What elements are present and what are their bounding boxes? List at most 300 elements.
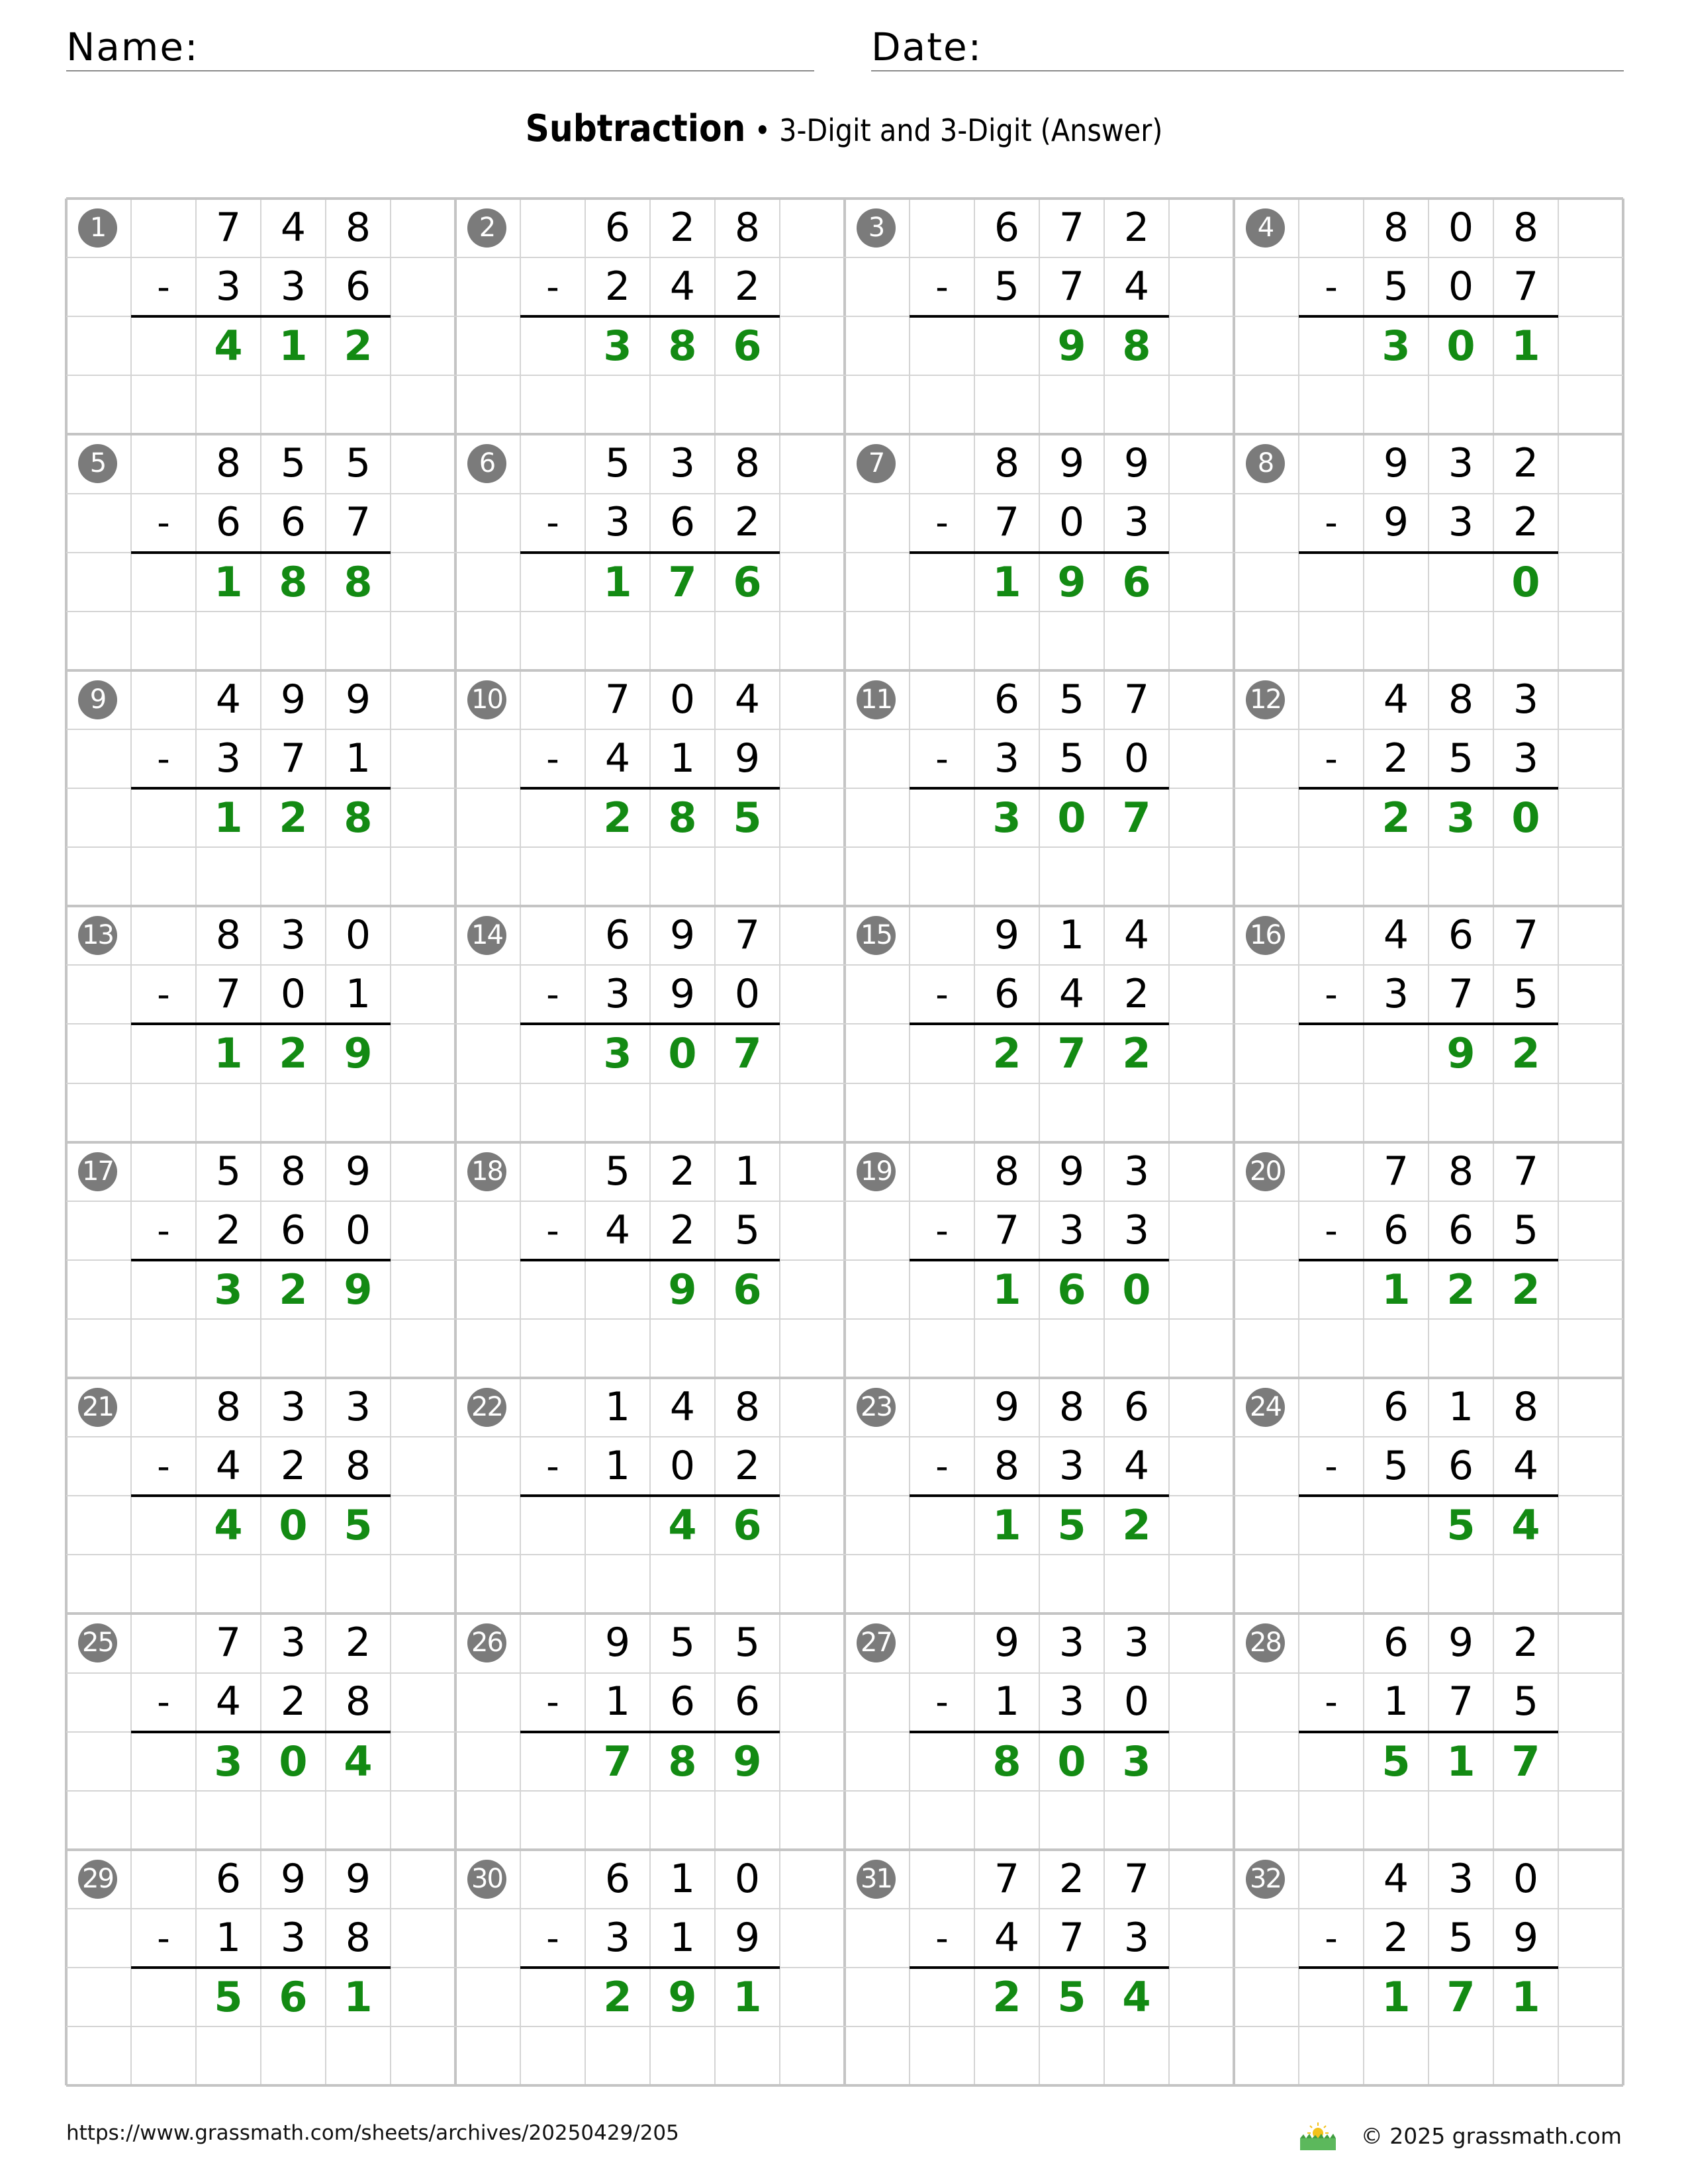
top-digit: 3 [280, 912, 306, 959]
answer-rule [910, 1494, 1169, 1497]
problem [455, 670, 845, 906]
bottom-digit: 0 [734, 971, 761, 1018]
problem [66, 1614, 455, 1849]
answer-rule [520, 315, 780, 318]
answer-rule [1299, 1259, 1558, 1261]
answer-digit: 2 [344, 322, 373, 371]
problem [1234, 434, 1623, 670]
bottom-digit: 3 [994, 735, 1020, 782]
minus-sign: - [935, 266, 949, 308]
answer-digit: 1 [344, 1972, 373, 2021]
bottom-digit: 5 [1448, 1914, 1474, 1961]
problem [845, 670, 1234, 906]
minus-sign: - [935, 1681, 949, 1723]
problem [845, 434, 1234, 670]
answer-digit: 7 [668, 557, 697, 606]
minus-sign: - [935, 1917, 949, 1959]
top-digit: 9 [994, 1384, 1020, 1430]
top-digit: 8 [734, 440, 761, 487]
bottom-digit: 7 [1513, 263, 1539, 310]
top-digit: 8 [1513, 1384, 1539, 1430]
bottom-digit: 4 [1123, 1443, 1150, 1490]
top-digit: 9 [604, 1619, 631, 1666]
answer-digit: 6 [733, 557, 762, 606]
top-digit: 1 [604, 1384, 631, 1430]
bottom-digit: 1 [1383, 1678, 1409, 1725]
answer-digit [1364, 1496, 1429, 1555]
minus-sign: - [157, 1917, 170, 1959]
top-digit: 5 [1058, 676, 1085, 723]
answer-digit: 1 [992, 1265, 1021, 1314]
problem-number-badge: 29 [78, 1860, 117, 1899]
bottom-digit: 0 [1448, 263, 1474, 310]
bottom-digit: 0 [345, 1206, 371, 1253]
bottom-digit: 3 [1383, 971, 1409, 1018]
top-digit: 8 [734, 205, 761, 251]
top-digit: 8 [994, 1148, 1020, 1195]
answer-digit: 8 [344, 557, 373, 606]
bottom-digit: 3 [604, 499, 631, 546]
problem-number-badge: 6 [467, 444, 506, 483]
answer-digit: 7 [1511, 1737, 1540, 1786]
answer-digit: 2 [279, 1029, 308, 1078]
answer-digit: 6 [1122, 557, 1151, 606]
bottom-digit: 6 [669, 499, 696, 546]
answer-digit: 1 [733, 1972, 762, 2021]
answer-digit: 6 [1057, 1265, 1086, 1314]
problem [1234, 199, 1623, 434]
top-digit: 4 [734, 676, 761, 723]
answer-digit: 1 [1382, 1265, 1411, 1314]
bottom-digit: 3 [215, 263, 242, 310]
footer-copyright [1297, 2120, 1622, 2152]
answer-digit: 9 [668, 1972, 697, 2021]
bottom-digit: 2 [604, 263, 631, 310]
title-subtitle: • 3-Digit and 3-Digit (Answer) [745, 113, 1163, 148]
date-field[interactable] [871, 24, 1624, 71]
answer-digit: 3 [603, 1029, 632, 1078]
bottom-digit: 2 [280, 1678, 306, 1725]
bottom-digit: 2 [1513, 499, 1539, 546]
bottom-digit: 1 [604, 1678, 631, 1725]
bottom-digit: 3 [215, 735, 242, 782]
bottom-digit: 7 [1448, 1678, 1474, 1725]
answer-digit: 0 [668, 1029, 697, 1078]
top-digit: 3 [345, 1384, 371, 1430]
bottom-digit: 7 [1058, 1914, 1085, 1961]
top-digit: 8 [1513, 205, 1539, 251]
bottom-digit: 2 [280, 1443, 306, 1490]
bottom-digit: 7 [280, 735, 306, 782]
bottom-digit: 5 [1383, 1443, 1409, 1490]
top-digit: 1 [734, 1148, 761, 1195]
bottom-digit: 9 [1383, 499, 1409, 546]
minus-sign: - [1325, 1917, 1338, 1959]
answer-rule [1299, 315, 1558, 318]
bottom-digit: 7 [994, 1206, 1020, 1253]
answer-digit: 1 [214, 1029, 243, 1078]
top-digit: 8 [280, 1148, 306, 1195]
minus-sign: - [1325, 1681, 1338, 1723]
bottom-digit: 2 [734, 263, 761, 310]
answer-digit [1429, 553, 1493, 612]
answer-digit: 2 [992, 1972, 1021, 2021]
problem [845, 906, 1234, 1142]
problem-number-badge: 4 [1246, 208, 1285, 248]
answer-rule [520, 1023, 780, 1025]
problem-number-badge: 30 [467, 1860, 506, 1899]
minus-sign: - [546, 974, 559, 1016]
answer-rule [131, 1023, 391, 1025]
top-digit: 0 [669, 676, 696, 723]
answer-rule [131, 315, 391, 318]
answer-digit: 0 [1511, 557, 1540, 606]
top-digit: 3 [1058, 1619, 1085, 1666]
answer-digit: 2 [1122, 1029, 1151, 1078]
problem [845, 1614, 1234, 1849]
bottom-digit: 5 [734, 1206, 761, 1253]
answer-digit: 8 [279, 557, 308, 606]
answer-digit: 2 [603, 793, 632, 842]
answer-digit: 5 [1382, 1737, 1411, 1786]
copyright-text: © 2025 grassmath.com [1360, 2122, 1622, 2149]
problem [1234, 1614, 1623, 1849]
name-label: Name: [66, 24, 199, 69]
problem [66, 906, 455, 1142]
minus-sign: - [157, 1209, 170, 1251]
minus-sign: - [1325, 737, 1338, 780]
answer-digit [974, 316, 1039, 375]
answer-digit: 5 [1446, 1501, 1476, 1550]
top-digit: 4 [280, 205, 306, 251]
bottom-digit: 3 [1058, 1206, 1085, 1253]
bottom-digit: 8 [994, 1443, 1020, 1490]
problem-number-badge: 31 [857, 1860, 896, 1899]
minus-sign: - [546, 737, 559, 780]
top-digit: 6 [1448, 912, 1474, 959]
minus-sign: - [935, 1445, 949, 1488]
top-digit: 3 [669, 440, 696, 487]
answer-digit: 5 [344, 1501, 373, 1550]
top-digit: 7 [1383, 1148, 1409, 1195]
problem [1234, 1142, 1623, 1378]
top-digit: 5 [345, 440, 371, 487]
bottom-digit: 3 [1448, 499, 1474, 546]
top-digit: 4 [215, 676, 242, 723]
bottom-digit: 9 [669, 971, 696, 1018]
bottom-digit: 0 [280, 971, 306, 1018]
problem [1234, 1850, 1623, 2085]
top-digit: 9 [994, 912, 1020, 959]
problem-number-badge: 2 [467, 208, 506, 248]
top-digit: 8 [215, 912, 242, 959]
top-digit: 5 [669, 1619, 696, 1666]
problem [66, 670, 455, 906]
answer-digit: 0 [279, 1737, 308, 1786]
top-digit: 5 [604, 440, 631, 487]
answer-digit [585, 1496, 650, 1555]
bottom-digit: 3 [1123, 499, 1150, 546]
bottom-digit: 8 [345, 1914, 371, 1961]
answer-rule [131, 787, 391, 790]
answer-digit: 0 [1057, 1737, 1086, 1786]
grass-sun-icon [1297, 2120, 1338, 2152]
top-digit: 6 [994, 676, 1020, 723]
top-digit: 5 [215, 1148, 242, 1195]
top-digit: 6 [1383, 1384, 1409, 1430]
answer-rule [131, 1494, 391, 1497]
bottom-digit: 4 [604, 1206, 631, 1253]
top-digit: 9 [345, 1855, 371, 1902]
top-digit: 1 [1058, 912, 1085, 959]
top-digit: 2 [1513, 1619, 1539, 1666]
date-label: Date: [871, 24, 983, 69]
answer-rule [520, 551, 780, 554]
bottom-digit: 5 [1383, 263, 1409, 310]
minus-sign: - [157, 737, 170, 780]
answer-digit: 1 [1511, 1972, 1540, 2021]
top-digit: 9 [280, 1855, 306, 1902]
answer-digit: 1 [1382, 1972, 1411, 2021]
minus-sign: - [157, 502, 170, 544]
minus-sign: - [546, 1209, 559, 1251]
problem-number-badge: 20 [1246, 1152, 1285, 1191]
top-digit: 8 [1448, 1148, 1474, 1195]
top-digit: 5 [280, 440, 306, 487]
bottom-digit: 1 [994, 1678, 1020, 1725]
problem-number-badge: 8 [1246, 444, 1285, 483]
top-digit: 3 [280, 1384, 306, 1430]
top-digit: 9 [1058, 1148, 1085, 1195]
bottom-digit: 6 [280, 499, 306, 546]
bottom-digit: 7 [1058, 263, 1085, 310]
bottom-digit: 6 [1448, 1443, 1474, 1490]
problem [455, 906, 845, 1142]
top-digit: 5 [604, 1148, 631, 1195]
bottom-digit: 4 [215, 1678, 242, 1725]
answer-digit: 5 [214, 1972, 243, 2021]
answer-digit: 9 [668, 1265, 697, 1314]
problem [845, 1378, 1234, 1614]
answer-rule [910, 1966, 1169, 1969]
answer-digit: 9 [344, 1029, 373, 1078]
minus-sign: - [157, 974, 170, 1016]
problem [1234, 906, 1623, 1142]
problem [66, 1850, 455, 2085]
top-digit: 8 [215, 1384, 242, 1430]
top-digit: 4 [1383, 912, 1409, 959]
bottom-digit: 0 [1123, 735, 1150, 782]
answer-digit: 3 [1382, 322, 1411, 371]
answer-digit: 2 [279, 793, 308, 842]
bottom-digit: 2 [734, 1443, 761, 1490]
bottom-digit: 3 [604, 971, 631, 1018]
minus-sign: - [546, 1445, 559, 1488]
title-main: Subtraction [525, 107, 746, 150]
answer-digit: 5 [1057, 1501, 1086, 1550]
bottom-digit: 3 [280, 263, 306, 310]
minus-sign: - [1325, 266, 1338, 308]
minus-sign: - [1325, 1209, 1338, 1251]
answer-digit: 6 [733, 1501, 762, 1550]
answer-digit: 7 [1446, 1972, 1476, 2021]
top-digit: 9 [1058, 440, 1085, 487]
answer-digit: 4 [214, 1501, 243, 1550]
top-digit: 3 [1448, 440, 1474, 487]
answer-digit: 1 [1511, 322, 1540, 371]
top-digit: 2 [1513, 440, 1539, 487]
answer-digit: 5 [1057, 1972, 1086, 2021]
bottom-digit: 6 [345, 263, 371, 310]
answer-digit: 0 [1511, 793, 1540, 842]
answer-digit: 3 [603, 322, 632, 371]
top-digit: 3 [1123, 1619, 1150, 1666]
answer-digit: 6 [279, 1972, 308, 2021]
answer-digit: 4 [1122, 1972, 1151, 2021]
bottom-digit: 3 [1123, 1206, 1150, 1253]
bottom-digit: 0 [1123, 1678, 1150, 1725]
answer-digit: 8 [668, 322, 697, 371]
answer-rule [131, 1259, 391, 1261]
bottom-digit: 6 [994, 971, 1020, 1018]
answer-digit: 2 [1511, 1265, 1540, 1314]
top-digit: 7 [1513, 912, 1539, 959]
top-digit: 6 [1123, 1384, 1150, 1430]
answer-rule [131, 551, 391, 554]
answer-digit: 4 [668, 1501, 697, 1550]
answer-digit: 0 [1057, 793, 1086, 842]
bottom-digit: 6 [734, 1678, 761, 1725]
answer-digit [1364, 1024, 1429, 1083]
answer-digit [585, 1260, 650, 1319]
minus-sign: - [546, 1917, 559, 1959]
answer-rule [520, 1731, 780, 1733]
problem-number-badge: 3 [857, 208, 896, 248]
problem-number-badge: 24 [1246, 1388, 1285, 1427]
name-field[interactable] [66, 24, 814, 71]
top-digit: 4 [1383, 1855, 1409, 1902]
answer-rule [1299, 1494, 1558, 1497]
minus-sign: - [1325, 974, 1338, 1016]
problem-number-badge: 17 [78, 1152, 117, 1191]
bottom-digit: 1 [669, 735, 696, 782]
top-digit: 2 [669, 1148, 696, 1195]
bottom-digit: 3 [1058, 1443, 1085, 1490]
top-digit: 7 [1123, 1855, 1150, 1902]
answer-digit: 0 [1446, 322, 1476, 371]
bottom-digit: 3 [280, 1914, 306, 1961]
problem [455, 1614, 845, 1849]
bottom-digit: 1 [604, 1443, 631, 1490]
answer-digit: 4 [344, 1737, 373, 1786]
top-digit: 0 [1513, 1855, 1539, 1902]
answer-digit: 4 [1511, 1501, 1540, 1550]
problem [455, 199, 845, 434]
answer-digit: 1 [603, 557, 632, 606]
problem-number-badge: 14 [467, 916, 506, 955]
answer-rule [1299, 787, 1558, 790]
bottom-digit: 0 [1058, 499, 1085, 546]
problem-number-badge: 12 [1246, 680, 1285, 719]
bottom-digit: 1 [345, 971, 371, 1018]
minus-sign: - [157, 1681, 170, 1723]
top-digit: 7 [1123, 676, 1150, 723]
footer-url[interactable]: https://www.grassmath.com/sheets/archives/20250429/205 [66, 2121, 679, 2145]
minus-sign: - [1325, 502, 1338, 544]
bottom-digit: 9 [734, 735, 761, 782]
top-digit: 9 [1123, 440, 1150, 487]
minus-sign: - [935, 502, 949, 544]
top-digit: 9 [1448, 1619, 1474, 1666]
answer-digit: 1 [279, 322, 308, 371]
bottom-digit: 6 [669, 1678, 696, 1725]
bottom-digit: 9 [734, 1914, 761, 1961]
bottom-digit: 2 [734, 499, 761, 546]
answer-digit: 3 [214, 1737, 243, 1786]
answer-digit: 7 [603, 1737, 632, 1786]
answer-digit: 0 [279, 1501, 308, 1550]
answer-digit: 3 [214, 1265, 243, 1314]
problem-number-badge: 25 [78, 1623, 117, 1662]
bottom-digit: 4 [215, 1443, 242, 1490]
top-digit: 9 [345, 676, 371, 723]
problem-grid [66, 199, 1623, 2085]
top-digit: 7 [215, 1619, 242, 1666]
problem [455, 1142, 845, 1378]
answer-digit: 2 [1511, 1029, 1540, 1078]
bottom-digit: 5 [1513, 971, 1539, 1018]
minus-sign: - [935, 974, 949, 1016]
answer-rule [1299, 1023, 1558, 1025]
problem [455, 1378, 845, 1614]
minus-sign: - [157, 1445, 170, 1488]
bottom-digit: 8 [345, 1678, 371, 1725]
top-digit: 5 [734, 1619, 761, 1666]
top-digit: 7 [1513, 1148, 1539, 1195]
answer-digit: 8 [668, 793, 697, 842]
top-digit: 0 [345, 912, 371, 959]
bottom-digit: 7 [994, 499, 1020, 546]
minus-sign: - [157, 266, 170, 308]
top-digit: 0 [1448, 205, 1474, 251]
problem [66, 1142, 455, 1378]
bottom-digit: 5 [1513, 1206, 1539, 1253]
answer-rule [910, 315, 1169, 318]
top-digit: 9 [345, 1148, 371, 1195]
bottom-digit: 7 [1448, 971, 1474, 1018]
top-digit: 2 [1058, 1855, 1085, 1902]
problem-number-badge: 23 [857, 1388, 896, 1427]
answer-rule [910, 1259, 1169, 1261]
answer-rule [520, 1966, 780, 1969]
answer-digit [1364, 553, 1429, 612]
problem-number-badge: 26 [467, 1623, 506, 1662]
bottom-digit: 6 [1448, 1206, 1474, 1253]
bottom-digit: 4 [994, 1914, 1020, 1961]
problem-number-badge: 16 [1246, 916, 1285, 955]
bottom-digit: 3 [1058, 1678, 1085, 1725]
top-digit: 0 [734, 1855, 761, 1902]
bottom-digit: 2 [1123, 971, 1150, 1018]
answer-rule [131, 1731, 391, 1733]
answer-rule [910, 551, 1169, 554]
problem [455, 1850, 845, 2085]
answer-digit: 8 [992, 1737, 1021, 1786]
answer-digit: 0 [1122, 1265, 1151, 1314]
top-digit: 8 [994, 440, 1020, 487]
problem [66, 199, 455, 434]
answer-rule [910, 787, 1169, 790]
